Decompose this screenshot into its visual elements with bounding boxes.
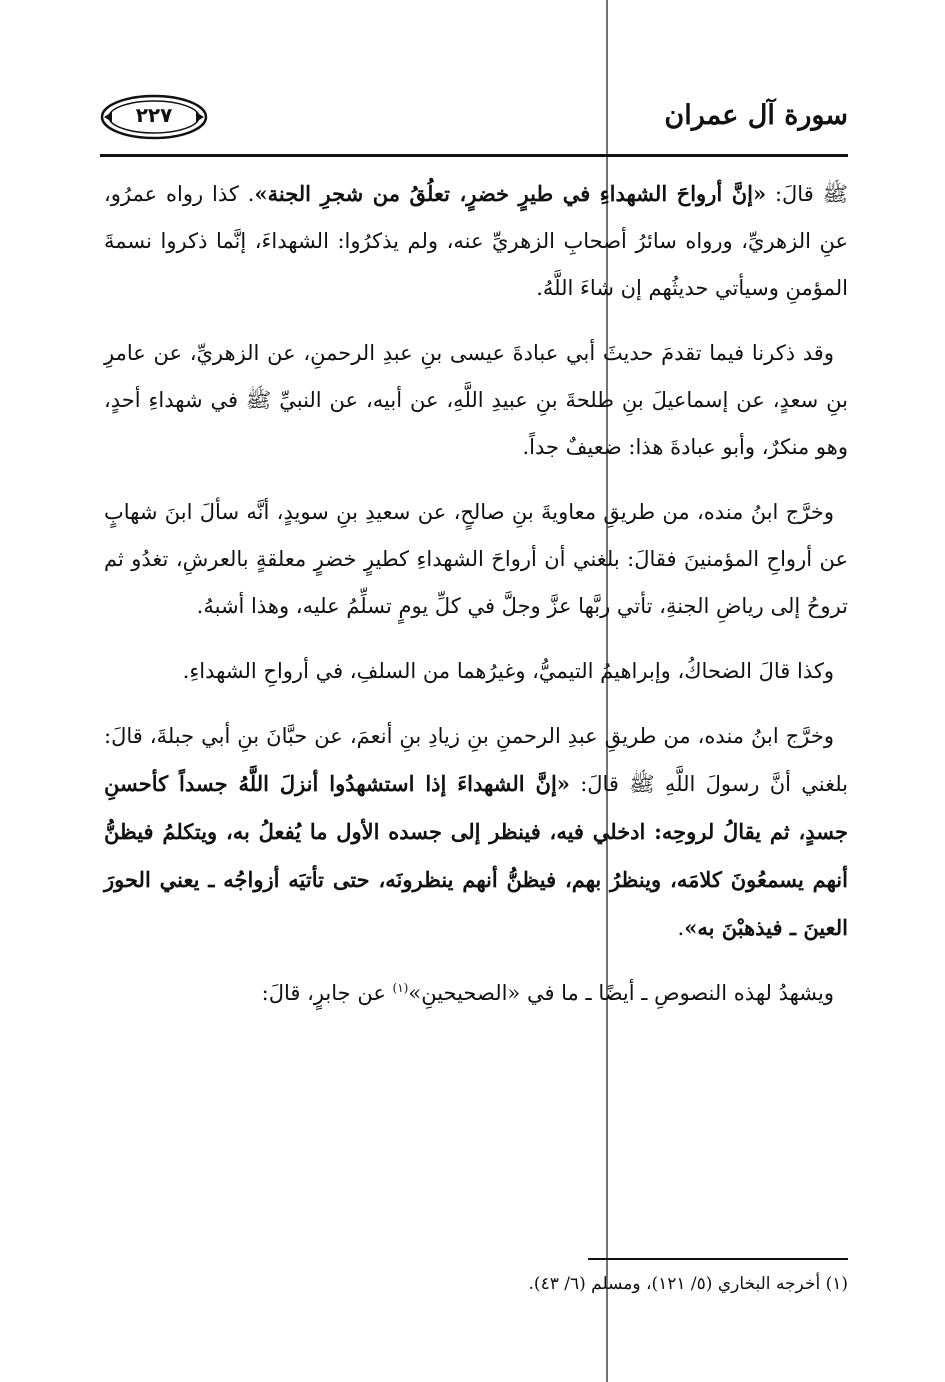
surah-title: سورة آل عمران (664, 100, 848, 131)
hadith-quote-1: «إنَّ أرواحَ الشهداءِ في طيرٍ خضرٍ، تعلُقُ من شجرِ الجنة» (254, 181, 767, 206)
paragraph-5 (104, 713, 848, 952)
page-number-badge (100, 94, 208, 140)
paragraph-6 (104, 970, 848, 1017)
main-text (104, 170, 848, 1035)
paragraph-4: وكذا قالَ الضحاكُ، وإبراهيمُ التيميُّ، وغيرُهما من السلفِ، في أرواحِ الشهداءِ. (182, 659, 834, 683)
paragraph-6-lead: ويشهدُ لهذه النصوصِ ـ أيضًا ـ ما في «الصحيحينِ» (408, 981, 834, 1005)
paragraph-5-rest: . (677, 916, 685, 940)
paragraph-3: وخرَّج ابنُ منده، من طريقِ معاويةَ بنِ صالحٍ، عن سعيدِ بنِ سويدٍ، أنَّه سألَ ابنَ شهابٍ عن أرواحِ المؤمنينَ فقالَ: بلغني أن أرواحَ الشهداءِ كطيرٍ خضرٍ معلقةٍ بالعرشِ، تغدُو ثم تروحُ إلى رياضِ الجنةِ، تأتي ربَّها عزَّ وجلَّ في كلِّ يومٍ تسلِّمُ عليه، وهذا أشبهُ. (104, 500, 848, 618)
paragraph-1 (104, 170, 848, 312)
footnote-ref: (١) (392, 981, 409, 995)
page-header (100, 88, 848, 152)
paragraph-6-rest: عن جابرٍ، قالَ: (261, 981, 393, 1005)
page-number: ٢٢٧ (135, 103, 173, 127)
paragraph-1-lead: ﷺ قالَ: (766, 182, 848, 206)
paragraph-1-rest: . كذا رواه عمرُو، عنِ الزهريِّ، ورواه سائرُ أصحابِ الزهريِّ عنه، ولم يذكرُوا: الشهداءَ، إنَّما ذكروا نسمةَ المؤمنِ وسيأتي حديثُهم إن شاءَ اللَّهُ. (104, 182, 848, 300)
footnote-rule (588, 1258, 848, 1260)
paragraph-2: وقد ذكرنا فيما تقدمَ حديثَ أبي عبادةَ عيسى بنِ عبدِ الرحمنِ، عن الزهريِّ، عن عامرِ بنِ سعدٍ، عن إسماعيلَ بنِ طلحةَ بنِ عبيدِ اللَّهِ، عن أبيه، عن النبيِّ ﷺ في شهداءِ أحدٍ، وهو منكرٌ، وأبو عبادةَ هذا: ضعيفٌ جداً. (104, 341, 848, 459)
hadith-quote-2: «إنَّ الشهداءَ إذا استشهدُوا أنزلَ اللَّهُ جسداً كأحسنِ جسدٍ، ثم يقالُ لروحِه: ادخلي فيه، فينظر إلى جسده الأول ما يُفعلُ به، ويتكلمُ فيظنُّ أنهم يسمعُونَ كلامَه، وينظرُ بهم، فيظنُّ أنهم ينظرونَه، حتى تأتيَه أزواجُه ـ يعني الحورَ العينَ ـ فيذهبْنَ به» (104, 771, 848, 940)
header-rule (100, 154, 848, 157)
paragraph-5-lead: وخرَّج ابنُ منده، من طريقِ عبدِ الرحمنِ بنِ زيادِ بنِ أنعمَ، عن حبَّانَ بنِ أبي جبلةَ، قالَ: بلغني أنَّ رسولَ اللَّهِ ﷺ قالَ: (104, 724, 848, 796)
footnote: (١) أخرجه البخاري (٥/ ١٢١)، ومسلم (٦/ ٤٣). (528, 1274, 848, 1294)
